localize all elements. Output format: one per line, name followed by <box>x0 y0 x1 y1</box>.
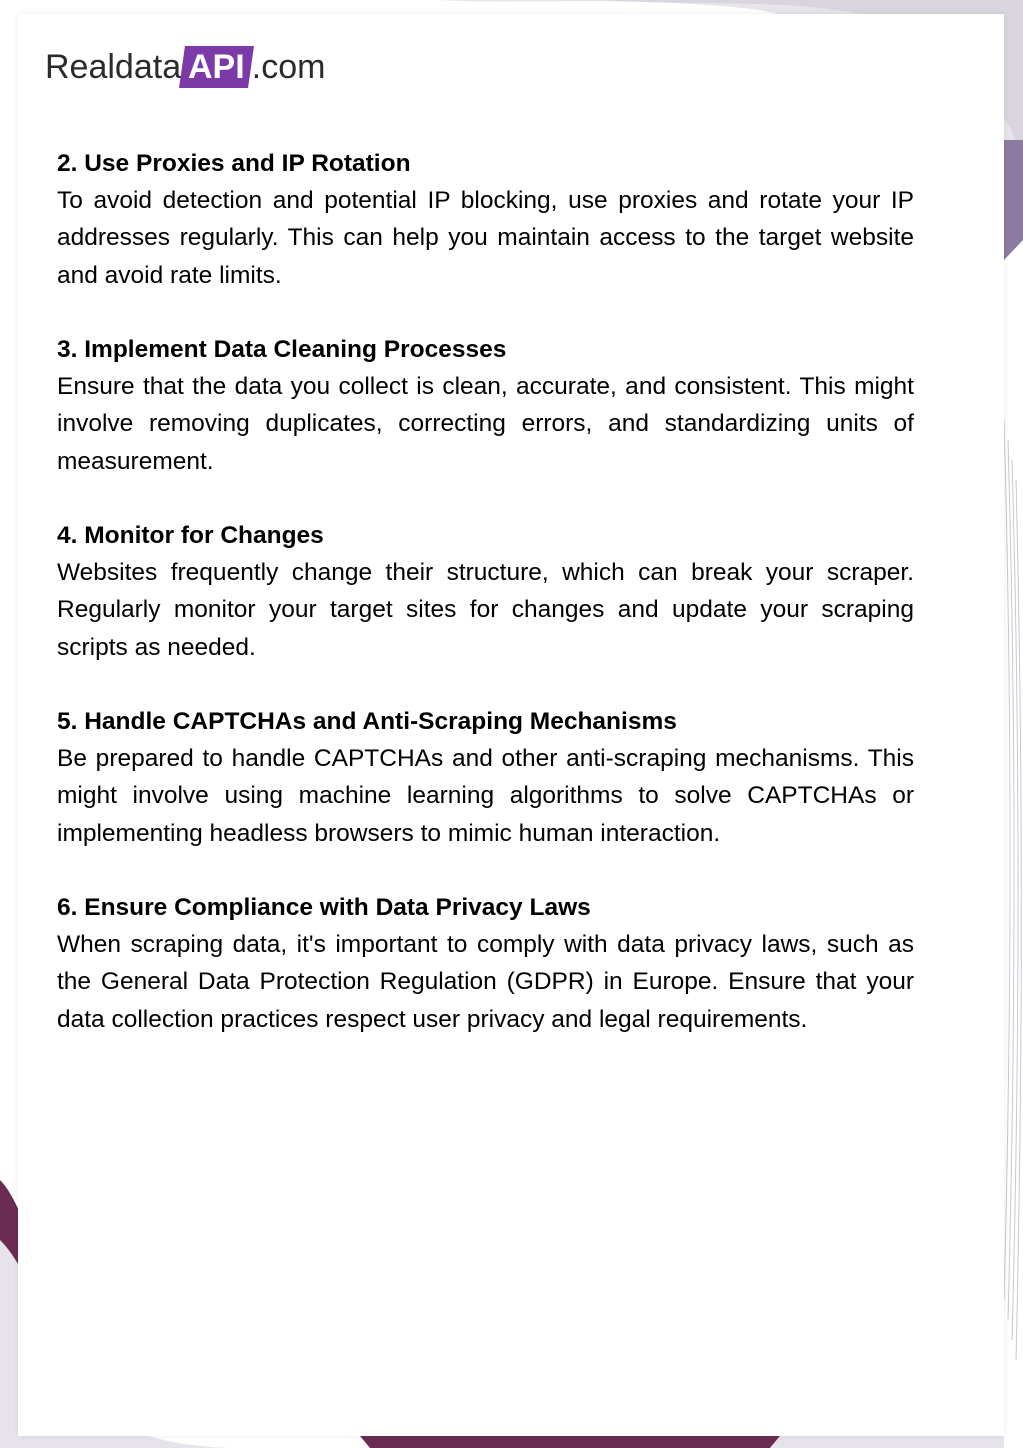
section-body: To avoid detection and potential IP blocking, use proxies and rotate your IP addresses regularly. This can help you maintain access to the target website and avoid rate limits. <box>57 187 914 289</box>
document-content <box>57 145 914 1075</box>
section-heading: 4. Monitor for Changes <box>57 522 324 549</box>
section-heading: 3. Implement Data Cleaning Processes <box>57 336 507 363</box>
logo-api-text: API <box>188 48 245 86</box>
section-body: Websites frequently change their structure, which can break your scraper. Regularly monitor your target sites for changes and update your scraping scripts as needed. <box>57 559 914 661</box>
logo-suffix: .com <box>251 47 326 86</box>
section-monitor-changes <box>57 517 914 666</box>
bottom-purple-bar <box>360 1436 780 1448</box>
section-body: Ensure that the data you collect is clean, accurate, and consistent. This might involve removing duplicates, correcting errors, and standardizing units of measurement. <box>57 373 914 475</box>
section-data-cleaning <box>57 331 914 480</box>
section-proxies <box>57 145 914 294</box>
section-heading: 5. Handle CAPTCHAs and Anti-Scraping Mechanisms <box>57 708 677 735</box>
logo-api-badge <box>179 46 254 88</box>
bottom-light-bar <box>770 1436 1004 1448</box>
section-privacy-compliance <box>57 889 914 1038</box>
right-edge-stripes <box>1004 420 1021 1360</box>
section-heading: 2. Use Proxies and IP Rotation <box>57 150 411 177</box>
section-captchas <box>57 703 914 852</box>
logo-prefix: Realdata <box>45 47 182 86</box>
section-body: Be prepared to handle CAPTCHAs and other anti-scraping mechanisms. This might involve using machine learning algorithms to solve CAPTCHAs or implementing headless browsers to mimic human interaction. <box>57 745 914 847</box>
section-heading: 6. Ensure Compliance with Data Privacy Laws <box>57 894 591 921</box>
right-purple-band <box>1004 140 1023 260</box>
realdataapi-logo <box>45 42 325 92</box>
section-body: When scraping data, it's important to comply with data privacy laws, such as the General Data Protection Regulation (GDPR) in Europe. Ensure that your data collection practices respect user privacy and legal requirements. <box>57 931 914 1033</box>
